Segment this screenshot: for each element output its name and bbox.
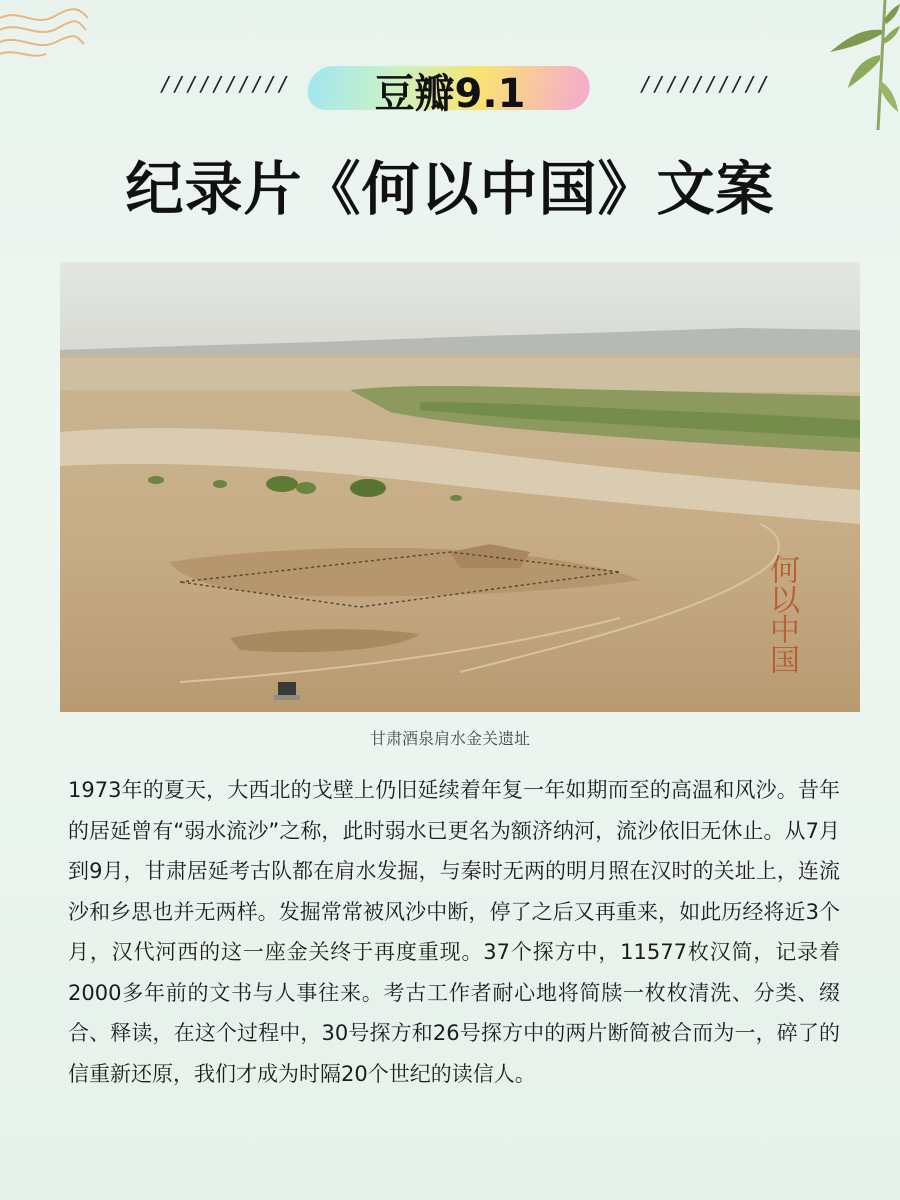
page-title: 纪录片《何以中国》文案	[125, 155, 775, 223]
site-photo	[60, 262, 860, 712]
slash-decoration-left: //////////	[160, 72, 291, 96]
slash-decoration-right: //////////	[640, 72, 771, 96]
rating-tag-label: 豆瓣9.1	[374, 71, 526, 117]
photo-caption: 甘肃酒泉肩水金关遗址	[369, 729, 530, 748]
rating-tag	[300, 58, 600, 118]
header-row	[0, 58, 900, 118]
photo-watermark: 何以中国	[764, 554, 799, 674]
article-body: 1973年的夏天，大西北的戈壁上仍旧延续着年复一年如期而至的高温和风沙。昔年的居延曾有“弱水流沙”之称，此时弱水已更名为额济纳河，流沙依旧无休止。从7月到9月，甘肃居延考古队都在肩水发掘，与秦时无两的明月照在汉时的关址上，连流沙和乡思也并无两样。发掘常常被风沙中断，停了之后又再重来，如此历经将近3个月，汉代河西的这一座金关终于再度重现。37个探方中，11577枚汉简，记录着2000多年前的文书与人事往来。考古工作者耐心地将简牍一枚枚清洗、分类、缀合、释读，在这个过程中，30号探方和26号探方中的两片断简被合而为一，碎了的信重新还原，我们才成为时隔20个世纪的读信人。	[68, 778, 840, 1086]
